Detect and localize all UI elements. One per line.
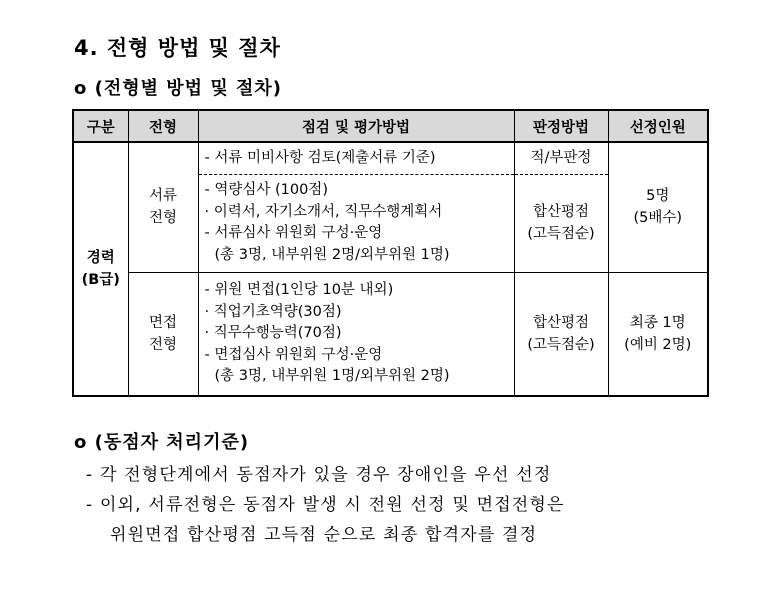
header-method: 점검 및 평가방법 xyxy=(198,110,514,142)
tie-rule-line-3: 위원면접 합산평점 고득점 순으로 최종 합격자를 결정 xyxy=(110,525,538,545)
tie-rules xyxy=(86,460,565,550)
method-interview: - 위원 면접(1인당 10분 내외) · 직업기초역량(30점) · 직무수행능력(70점) - 면접심사 위원회 구성·운영 (총 3명, 내부위원 1명/외부위원 2명) xyxy=(198,272,514,396)
section-title: 4. 전형 방법 및 절차 xyxy=(74,36,281,60)
judge-pass-fail: 적/부판정 xyxy=(514,142,608,174)
category-cell xyxy=(73,142,128,396)
stage-interview-cell: 면접 전형 xyxy=(128,272,198,396)
judge-interview-score: 합산평점 (고득점순) xyxy=(514,272,608,396)
header-stage: 전형 xyxy=(128,110,198,142)
category-label: 경력 xyxy=(86,250,115,266)
header-judgement: 판정방법 xyxy=(514,110,608,142)
table-header-row xyxy=(73,110,708,142)
selection-interview: 최종 1명 (예비 2명) xyxy=(608,272,708,396)
method-document-check: - 서류 미비사항 검토(제출서류 기준) xyxy=(198,142,514,174)
tie-rule-line-1: - 각 전형단계에서 동점자가 있을 경우 장애인을 우선 선정 xyxy=(86,465,552,485)
tie-rule-line-2: - 이외, 서류전형은 동점자 발생 시 전원 선정 및 면접전형은 xyxy=(86,495,565,515)
selection-document: 5명 (5배수) xyxy=(608,142,708,272)
subsection-title-process: ο (전형별 방법 및 절차) xyxy=(74,78,282,99)
category-grade: (B급) xyxy=(81,272,120,288)
table-row xyxy=(73,272,708,396)
stage-document-cell: 서류 전형 xyxy=(128,142,198,272)
judge-document-score: 합산평점 (고득점순) xyxy=(514,174,608,272)
table-row xyxy=(73,142,708,174)
procedure-table xyxy=(72,109,709,397)
header-category: 구분 xyxy=(73,110,128,142)
header-selection: 선정인원 xyxy=(608,110,708,142)
method-competency-review: - 역량심사 (100점) · 이력서, 자기소개서, 직무수행계획서 - 서류심사 위원회 구성·운영 (총 3명, 내부위원 2명/외부위원 1명) xyxy=(198,174,514,272)
subsection-title-tie: ο (동점자 처리기준) xyxy=(74,432,250,453)
